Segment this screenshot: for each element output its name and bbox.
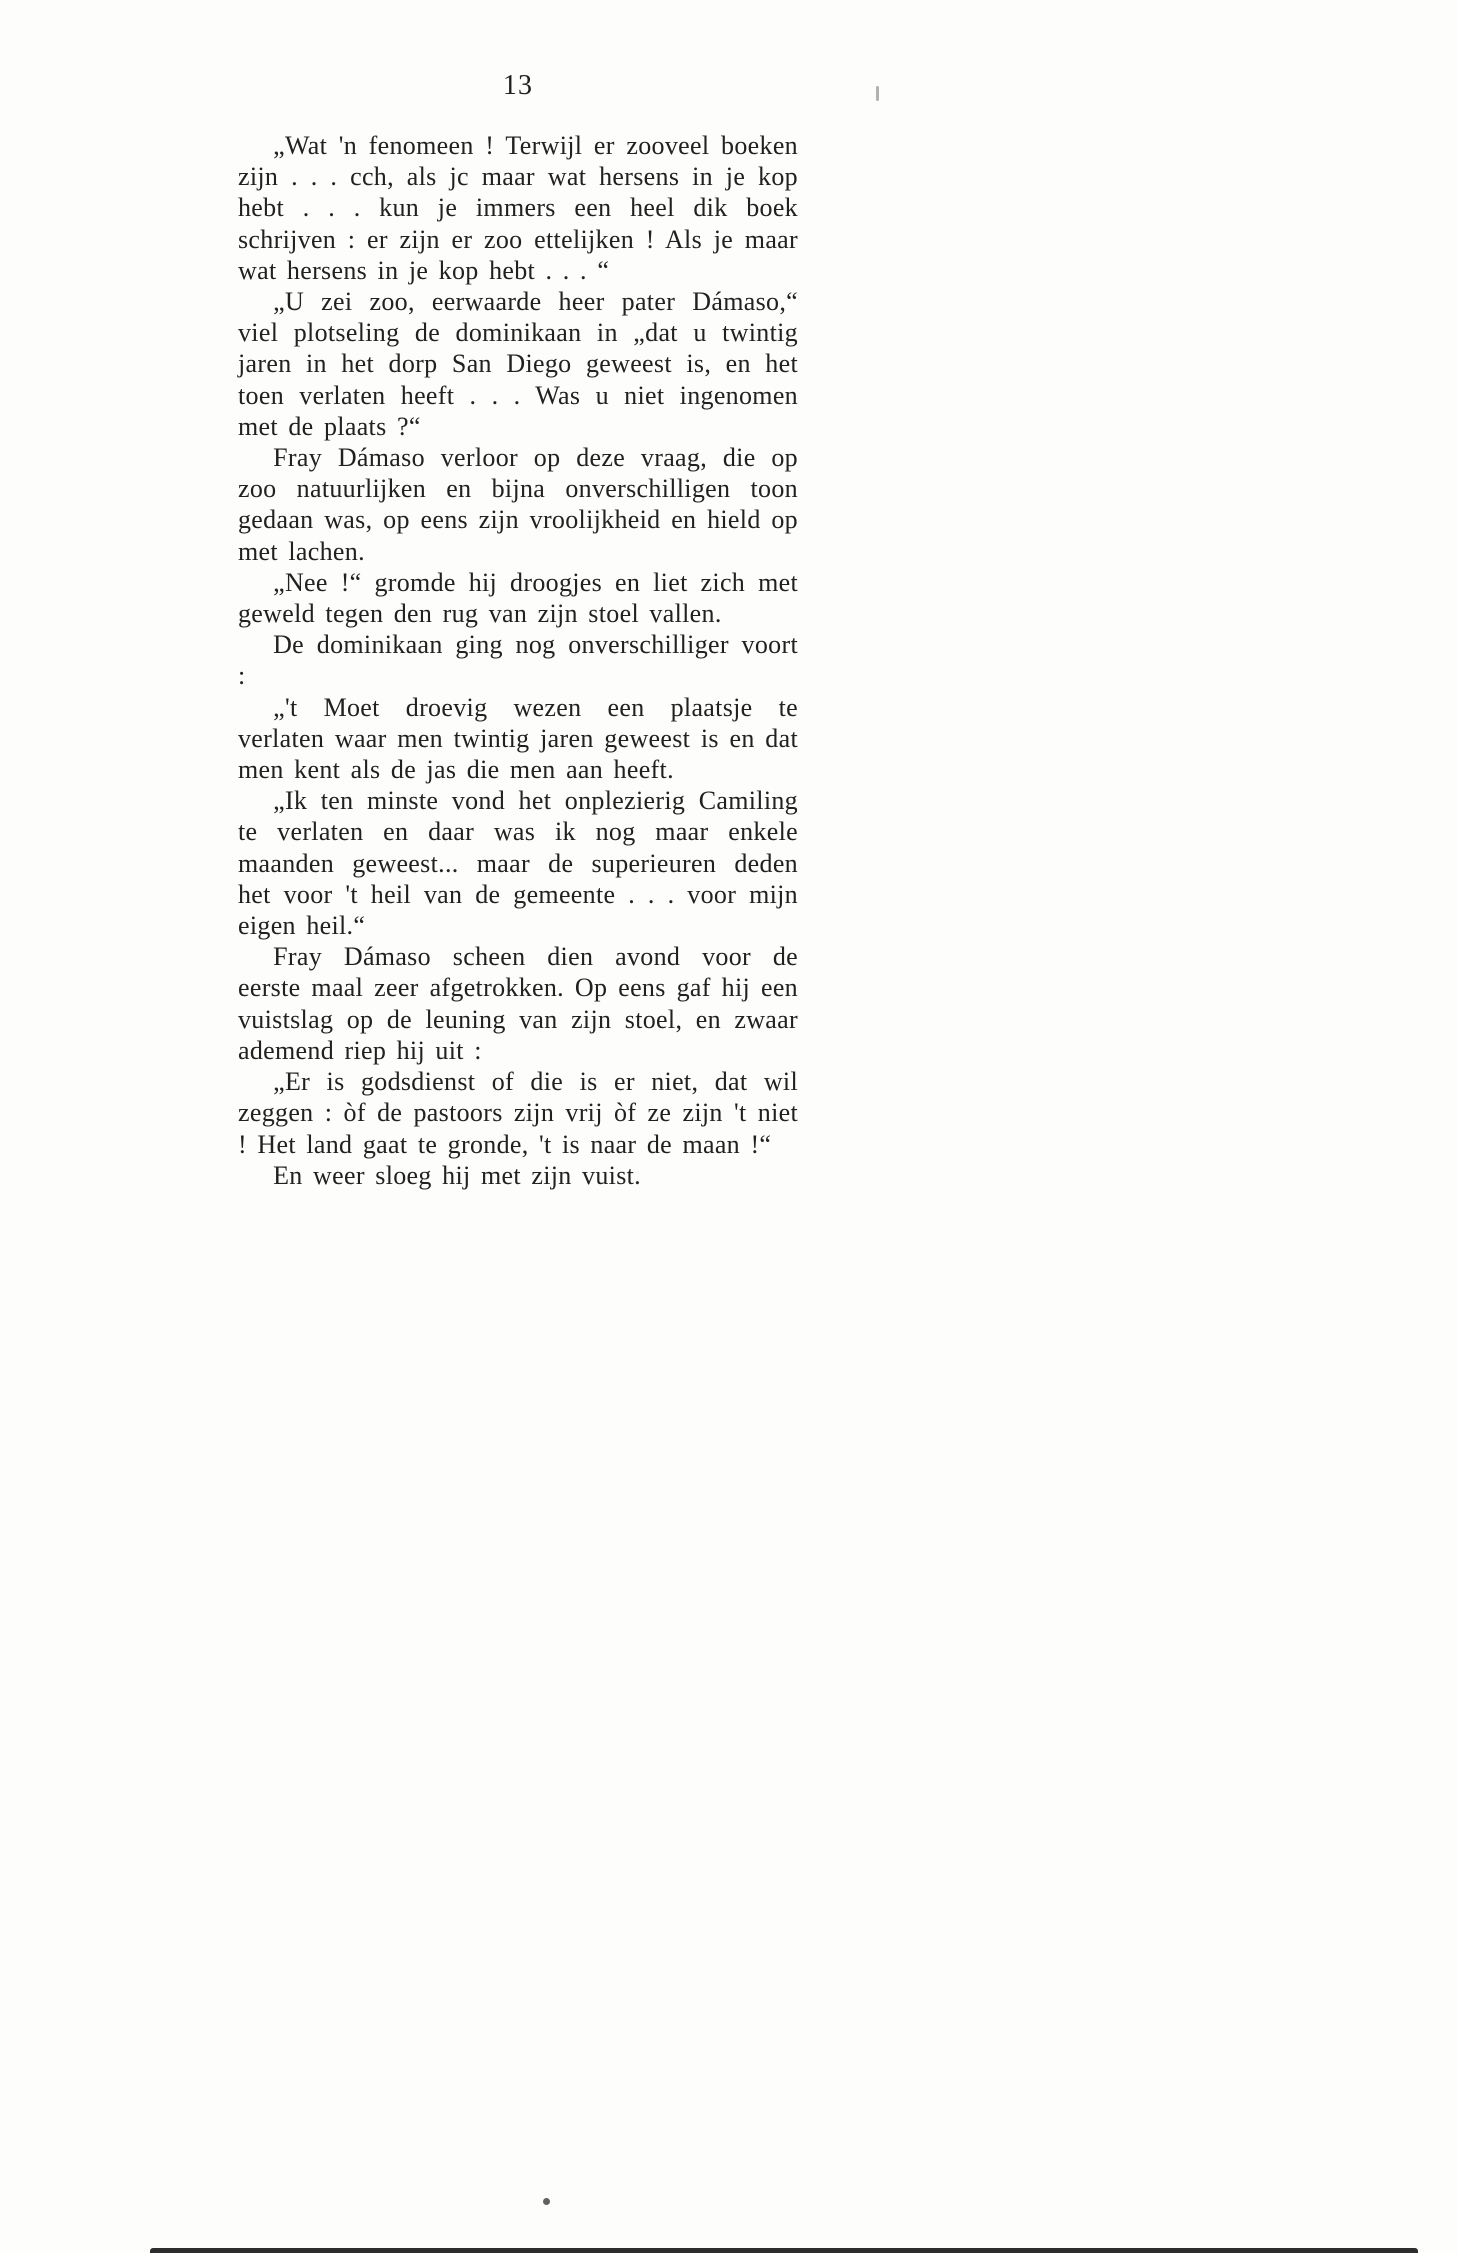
page-number: 13 — [502, 70, 534, 101]
paragraph: Fray Dámaso scheen dien avond voor de eerste maal zeer afgetrokken. Op eens gaf hij een vuistslag op de leuning van zijn stoel, en zwaar ademend riep hij uit : — [238, 942, 798, 1065]
book-page — [238, 70, 798, 1191]
scan-artifact-dot — [543, 2198, 550, 2205]
paragraph: En weer sloeg hij met zijn vuist. — [273, 1160, 641, 1190]
page-text — [238, 130, 798, 1191]
paragraph: „Wat 'n fenomeen ! Terwijl er zooveel boeken zijn . . . cch, als jc maar wat hersens in je kop hebt . . . kun je immers een heel dik boek schrijven : er zijn er zoo ettelijken ! Als je maar wat hersens in je kop hebt . . . “ — [238, 131, 798, 285]
scan-artifact-bottom-edge — [150, 2248, 1418, 2253]
paragraph: Fray Dámaso verloor op deze vraag, die op zoo natuurlijken en bijna onverschilligen toon gedaan was, op eens zijn vroolijkheid en hield op met lachen. — [238, 443, 798, 566]
paragraph: De dominikaan ging nog onverschilliger voort : — [238, 630, 798, 691]
paragraph: „U zei zoo, eerwaarde heer pater Dámaso,“ viel plotseling de dominikaan in „dat u twintig jaren in het dorp San Diego geweest is, en het toen verlaten heeft . . . Was u niet ingenomen met de plaats ?“ — [238, 287, 798, 441]
scan-artifact-tick — [876, 86, 879, 101]
paragraph: „Er is godsdienst of die is er niet, dat wil zeggen : òf de pastoors zijn vrij òf ze zijn 't niet ! Het land gaat te gronde, 't is naar de maan !“ — [238, 1067, 798, 1159]
paragraph: „Ik ten minste vond het onplezierig Camiling te verlaten en daar was ik nog maar enkele maanden geweest... maar de superieuren deden het voor 't heil van de gemeente . . . voor mijn eigen heil.“ — [238, 786, 798, 941]
paragraph: „Nee !“ gromde hij droogjes en liet zich met geweld tegen den rug van zijn stoel vallen. — [238, 567, 798, 629]
paragraph: „'t Moet droevig wezen een plaatsje te verlaten waar men twintig jaren geweest is en dat men kent als de jas die men aan heeft. — [238, 692, 798, 785]
